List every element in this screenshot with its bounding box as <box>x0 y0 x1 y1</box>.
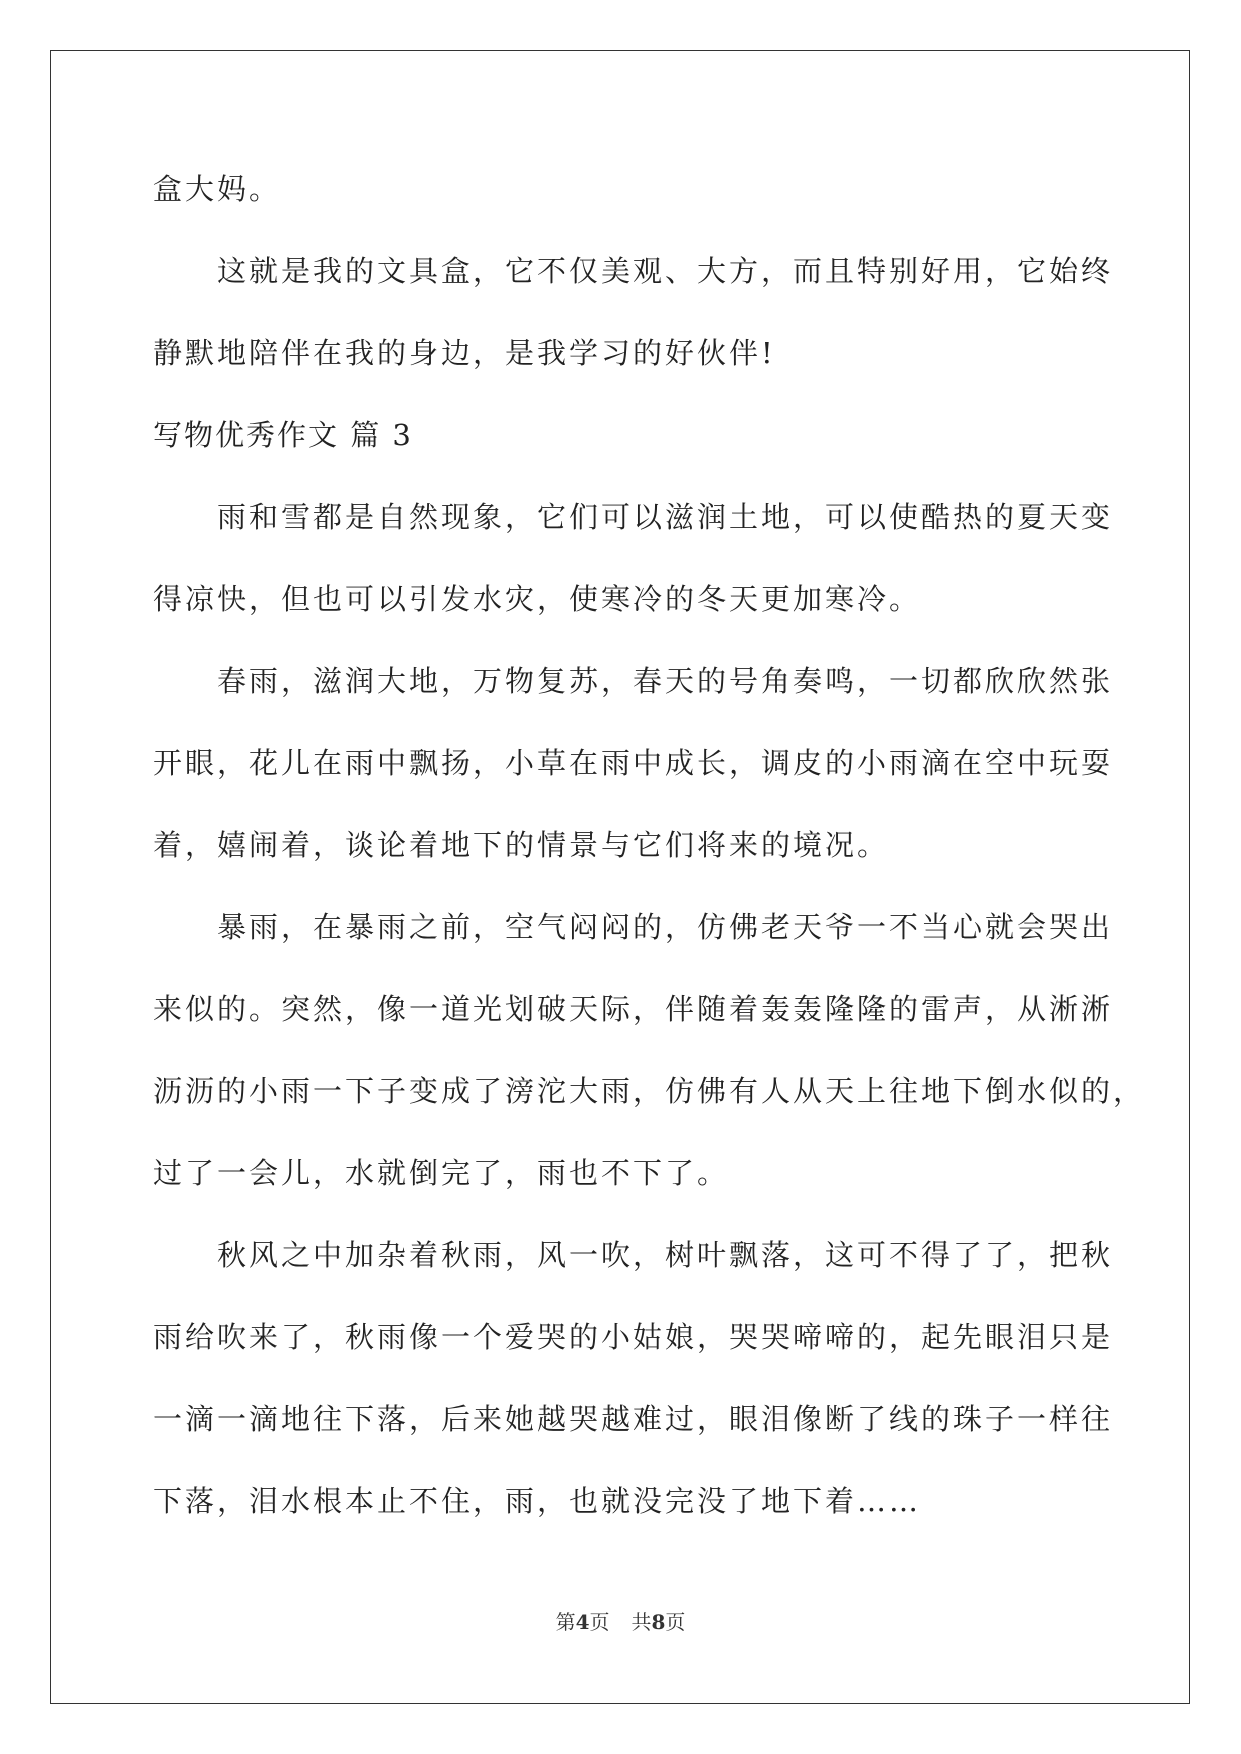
text-line: 过了一会儿，水就倒完了，雨也不下了。 <box>153 1156 730 1190</box>
text-line: 来似的。突然，像一道光划破天际，伴随着轰轰隆隆的雷声，从淅淅 <box>153 992 1114 1026</box>
page-current: 4 <box>575 1610 590 1634</box>
total-prefix: 共 <box>631 1610 652 1634</box>
section-heading: 写物优秀作文 篇 3 <box>153 418 413 452</box>
paragraph-first-line: 秋风之中加杂着秋雨，风一吹，树叶飘落，这可不得了了，把秋 <box>217 1238 1114 1272</box>
page-total: 8 <box>651 1610 666 1634</box>
total-suffix: 页 <box>665 1610 686 1634</box>
text-line: 得凉快，但也可以引发水灾，使寒冷的冬天更加寒冷。 <box>153 582 922 616</box>
paragraph-first-line: 春雨，滋润大地，万物复苏，春天的号角奏鸣，一切都欣欣然张 <box>217 664 1114 698</box>
paragraph-first-line: 这就是我的文具盒，它不仅美观、大方，而且特别好用，它始终 <box>217 254 1114 288</box>
paragraph-first-line: 暴雨，在暴雨之前，空气闷闷的，仿佛老天爷一不当心就会哭出 <box>217 910 1114 944</box>
text-line: 盒大妈。 <box>153 172 282 206</box>
text-line: 着，嬉闹着，谈论着地下的情景与它们将来的境况。 <box>153 828 890 862</box>
text-line: 沥沥的小雨一下子变成了滂沱大雨，仿佛有人从天上往地下倒水似的， <box>153 1074 1146 1108</box>
paragraph-first-line: 雨和雪都是自然现象，它们可以滋润土地，可以使酷热的夏天变 <box>217 500 1114 534</box>
page-suffix: 页 <box>589 1610 610 1634</box>
page-prefix: 第 <box>555 1610 576 1634</box>
text-line: 开眼，花儿在雨中飘扬，小草在雨中成长，调皮的小雨滴在空中玩耍 <box>153 746 1114 780</box>
text-line: 静默地陪伴在我的身边，是我学习的好伙伴! <box>153 336 776 370</box>
document-body <box>153 148 1146 1542</box>
text-line: 下落，泪水根本止不住，雨，也就没完没了地下着…… <box>153 1484 922 1518</box>
text-line: 雨给吹来了，秋雨像一个爱哭的小姑娘，哭哭啼啼的，起先眼泪只是 <box>153 1320 1114 1354</box>
text-line: 一滴一滴地往下落，后来她越哭越难过，眼泪像断了线的珠子一样往 <box>153 1402 1114 1436</box>
page-footer <box>0 1606 1241 1635</box>
